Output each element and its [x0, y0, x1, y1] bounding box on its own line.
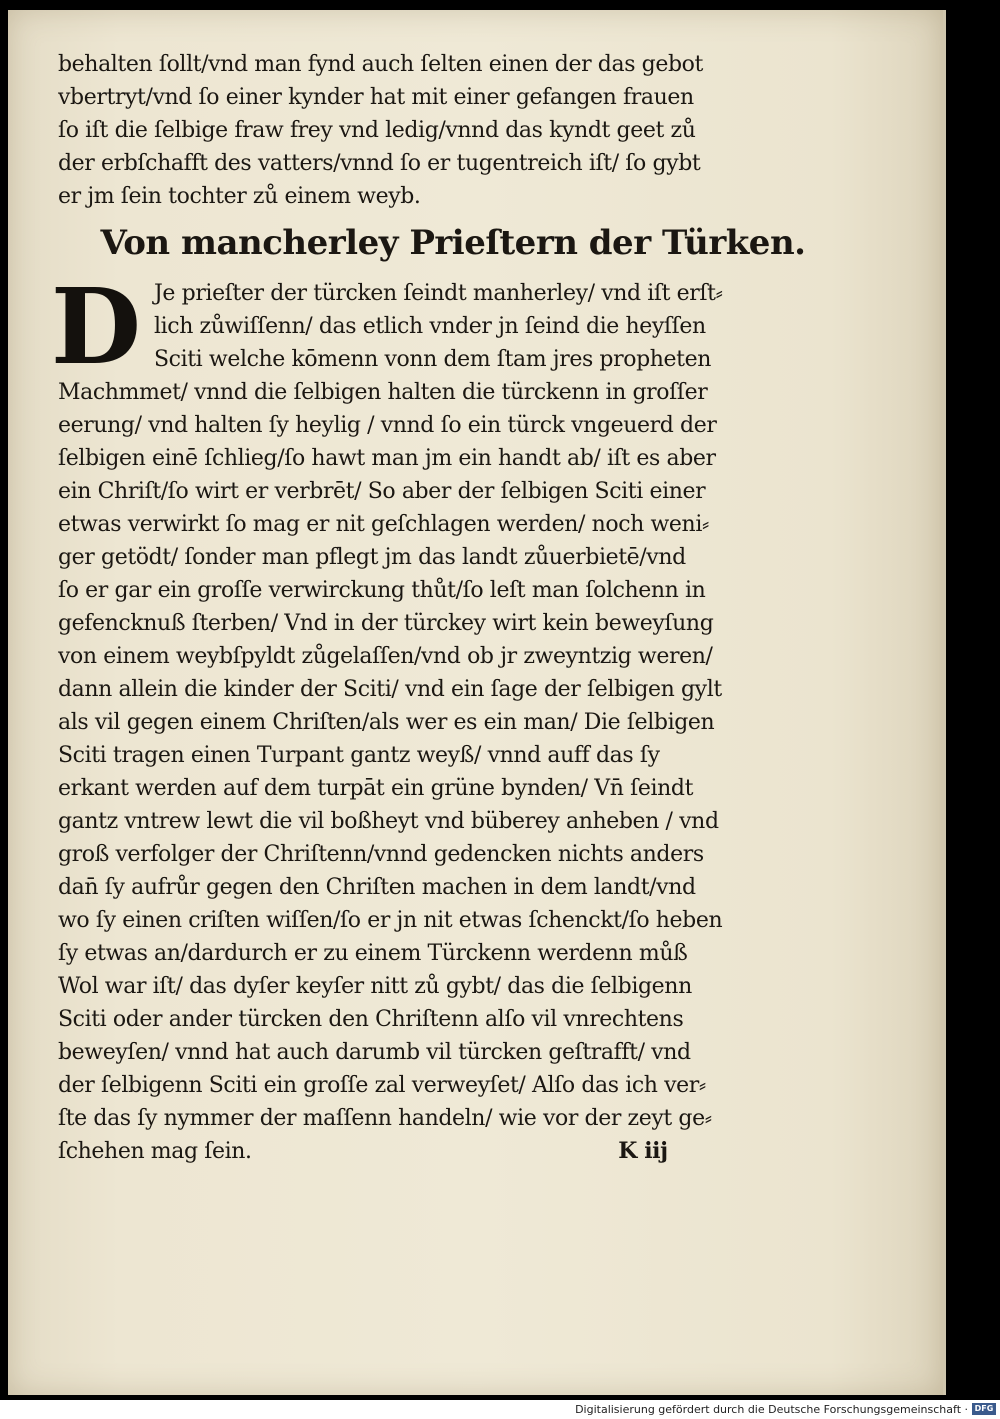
text-line: Sciti oder ander türcken den Chriſtenn alſo vil vnrechtens: [58, 1007, 684, 1032]
text-line: Sciti welche kōmenn vonn dem ſtam jres propheten: [154, 347, 711, 372]
text-line: ſo er gar ein groſſe verwirckung thůt/ſo leſt man ſolchenn in: [58, 578, 706, 603]
last-line: [58, 1135, 848, 1168]
text-line: ger getödt/ ſonder man pflegt jm das landt zůuerbietē/vnd: [58, 545, 686, 570]
text-line: Machmmet/ vnnd die ſelbigen halten die türckenn in groſſer: [58, 380, 708, 405]
signature-mark: K iij: [618, 1138, 668, 1164]
paragraph: [50, 265, 848, 1168]
text-line: beweyſen/ vnnd hat auch darumb vil türcken geſtrafft/ vnd: [58, 1040, 691, 1065]
text-line: vbertryt/vnd ſo einer kynder hat mit einer gefangen frauen: [58, 85, 694, 110]
text-line: Sciti tragen einen Turpant gantz weyß/ vnnd auff das ſy: [58, 743, 660, 768]
text-line: dan̄ ſy aufrůr gegen den Chriſten machen in dem landt/vnd: [58, 875, 696, 900]
text-line: ein Chriſt/ſo wirt er verbrēt/ So aber der ſelbigen Sciti einer: [58, 479, 706, 504]
text-line: etwas verwirkt ſo mag er nit geſchlagen werden/ noch weni⸗: [58, 512, 709, 537]
text-line: der ſelbigenn Sciti ein groſſe zal verweyſet/ Alſo das ich ver⸗: [58, 1073, 706, 1098]
footer-bar: [0, 1400, 1000, 1419]
paper-page: [8, 10, 943, 1395]
text-line: ſte das ſy nymmer der maſſenn handeln/ wie vor der zeyt ge⸗: [58, 1106, 712, 1131]
text-line: ſy etwas an/dardurch er zu einem Türckenn werdenn můß: [58, 941, 688, 966]
text-line: erkant werden auf dem turpāt ein grüne bynden/ Vn̄ ſeindt: [58, 776, 694, 801]
text-line: gantz vntrew lewt die vil boßheyt vnd büberey anheben / vnd: [58, 809, 719, 834]
text-line: er jm ſein tochter zů einem weyb.: [58, 184, 421, 209]
text-line: Je prieſter der türcken ſeindt manherley/ vnd iſt erſt⸗: [154, 281, 723, 306]
text-line: behalten ſollt/vnd man fynd auch ſelten einen der das gebot: [58, 52, 703, 77]
section-heading: Von mancherley Prieſtern der Türken.: [100, 223, 806, 263]
dfg-logo-icon: DFG: [972, 1403, 996, 1415]
text-line: ſo iſt die ſelbige fraw frey vnd ledig/vnnd das kyndt geet zů: [58, 118, 696, 143]
funding-notice: Digitalisierung gefördert durch die Deutsche Forschungsgemeinschaft ·: [575, 1403, 968, 1416]
text-line: der erbſchafft des vatters/vnnd ſo er tugentreich iſt/ ſo gybt: [58, 151, 701, 176]
text-line: wo ſy einen criſten wiſſen/ſo er jn nit etwas ſchenckt/ſo heben: [58, 908, 723, 933]
text-line-end: ſchehen mag ſein.: [58, 1139, 252, 1164]
text-block: [50, 48, 848, 1168]
text-line: dann allein die kinder der Sciti/ vnd ein ſage der ſelbigen gylt: [58, 677, 722, 702]
text-line: von einem weybſpyldt zůgelaſſen/vnd ob jr zweyntzig weren/: [58, 644, 713, 669]
paper-edge: [943, 10, 946, 1395]
text-line: lich zůwiſſenn/ das etlich vnder jn ſeind die heyſſen: [154, 314, 706, 339]
text-line: gefencknuß ſterben/ Vnd in der türckey wirt kein beweyſung: [58, 611, 714, 636]
text-line: Wol war iſt/ das dyſer keyſer nitt zů gybt/ das die ſelbigenn: [58, 974, 692, 999]
text-line: als vil gegen einem Chriſten/als wer es ein man/ Die ſelbigen: [58, 710, 715, 735]
text-line: groß verfolger der Chriſtenn/vnnd gedencken nichts anders: [58, 842, 704, 867]
decorated-initial: D: [50, 265, 142, 388]
text-line: eerung/ vnd halten ſy heylig / vnnd ſo ein türck vngeuerd der: [58, 413, 717, 438]
text-line: ſelbigen einē ſchlieg/ſo hawt man jm ein handt ab/ iſt es aber: [58, 446, 716, 471]
